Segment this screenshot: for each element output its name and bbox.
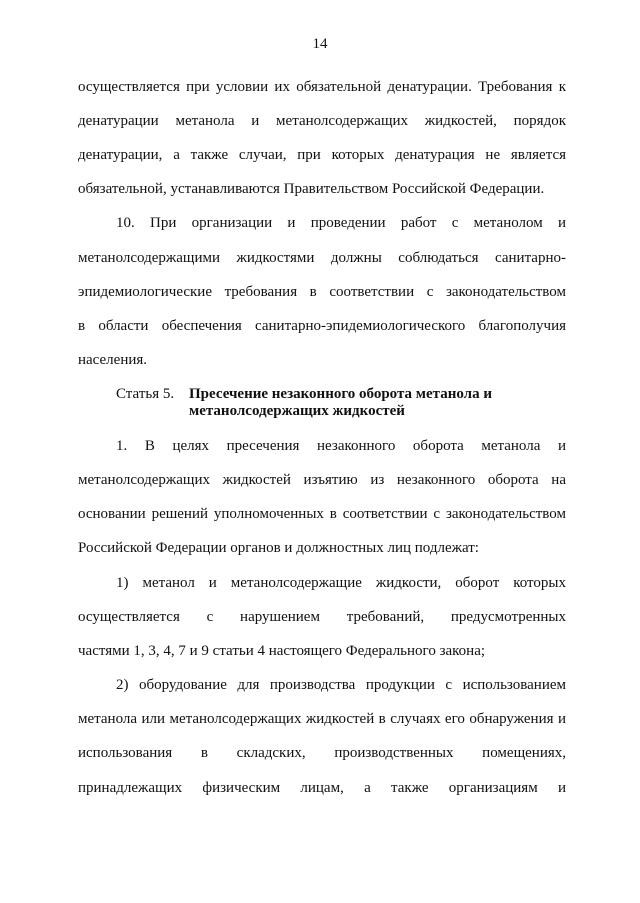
paragraph-2-line-3: эпидемиологические требования в соответствии с законодательством <box>78 284 566 300</box>
paragraph-1-line-1: осуществляется при условии их обязательной денатурации. Требования к <box>78 79 566 95</box>
paragraph-5-line-3: использования в складских, производственных помещениях, <box>78 745 566 761</box>
paragraph-3-line-4: Российской Федерации органов и должностных лиц подлежат: <box>78 540 479 556</box>
article-label: Статья 5. <box>116 386 175 402</box>
paragraph-5-line-1: 2) оборудование для производства продукции с использованием <box>116 677 566 693</box>
paragraph-5-line-2: метанола или метанолсодержащих жидкостей в случаях его обнаружения и <box>78 711 566 727</box>
paragraph-1-line-4: обязательной, устанавливаются Правительством Российской Федерации. <box>78 181 545 197</box>
page-number: 14 <box>312 36 328 52</box>
paragraph-4-line-1: 1) метанол и метанолсодержащие жидкости, оборот которых <box>116 575 566 591</box>
paragraph-2-line-4: в области обеспечения санитарно-эпидемиологического благополучия <box>78 318 566 334</box>
article-title <box>189 386 492 420</box>
paragraph-3-line-2: метанолсодержащих жидкостей изъятию из незаконного оборота на <box>78 472 566 488</box>
paragraph-2-line-5: населения. <box>78 352 148 368</box>
paragraph-1-line-2: денатурации метанола и метанолсодержащих жидкостей, порядок <box>78 113 566 129</box>
paragraph-1-line-3: денатурации, а также случаи, при которых денатурация не является <box>78 147 566 163</box>
paragraph-3-line-3: основании решений уполномоченных в соответствии с законодательством <box>78 506 566 522</box>
paragraph-5-line-4: принадлежащих физическим лицам, а также организациям и <box>78 780 566 796</box>
article-title-line-2: метанолсодержащих жидкостей <box>189 403 405 419</box>
paragraph-4-line-3: частями 1, 3, 4, 7 и 9 статьи 4 настоящего Федерального закона; <box>78 643 486 659</box>
paragraph-2-line-2: метанолсодержащими жидкостями должны соблюдаться санитарно- <box>78 250 566 266</box>
paragraph-2-line-1: 10. При организации и проведении работ с метанолом и <box>116 215 566 231</box>
article-title-line-1: Пресечение незаконного оборота метанола и <box>189 386 492 402</box>
paragraph-3-line-1: 1. В целях пресечения незаконного оборота метанола и <box>116 438 566 454</box>
paragraph-4-line-2: осуществляется с нарушением требований, предусмотренных <box>78 609 566 625</box>
